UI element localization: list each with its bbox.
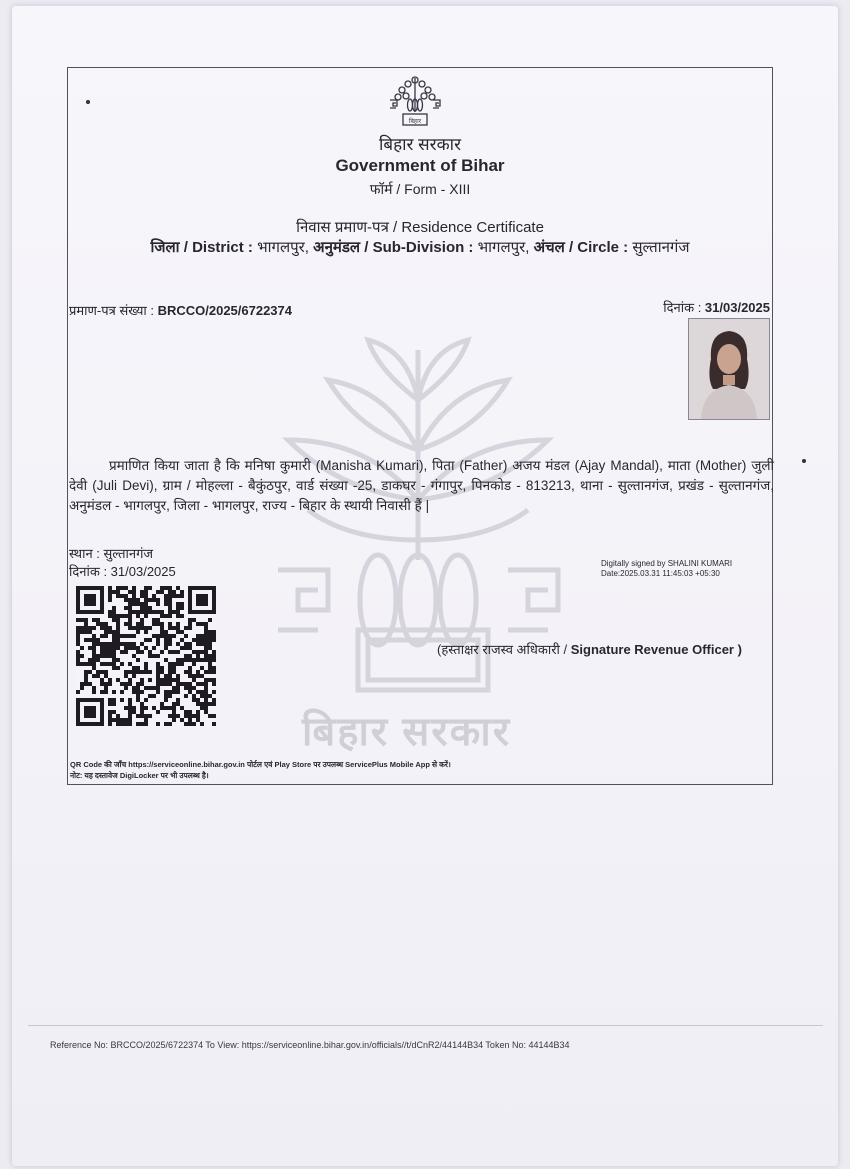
- district-line: [67, 237, 773, 257]
- circle-label: अंचल / Circle :: [533, 239, 633, 256]
- certificate-statement: प्रमाणित किया जाता है कि मनिषा कुमारी (Manisha Kumari), पिता (Father) अजय मंडल (Ajay Mandal), माता (Mother) जुली देवी (Juli Devi), ग्राम / मोहल्ला - बैकुंठपुर, वार्ड संख्या -25, डाकघर - गंगापुर, पिनकोड - 813213, थाना - सुल्तानगंज, प्रखंड - सुल्तानगंज, अनुमंडल - भागलपुर, जिला - भागलपुर, राज्य - बिहार के स्थायी निवासी हैं |: [69, 458, 774, 513]
- digital-signed-date: Date:2025.03.31 11:45:03 +05:30: [601, 569, 720, 578]
- issue-date-value: 31/03/2025: [704, 300, 770, 315]
- footnote-digilocker-line: नोट: यह दस्तावेज DigiLocker पर भी उपलब्ध है।: [70, 771, 209, 780]
- certificate-title: निवास प्रमाण-पत्र / Residence Certificate: [296, 219, 544, 236]
- place-and-date: [69, 545, 176, 581]
- subdivision-label: अनुमंडल / Sub-Division :: [313, 239, 478, 256]
- emblem-label: बिहार: [408, 118, 422, 125]
- watermark-text: बिहार सरकार: [302, 710, 512, 754]
- footnote: [70, 759, 451, 781]
- reference-line: Reference No: BRCCO/2025/6722374 To View: https://serviceonline.bihar.gov.in/officials//t/dCnR2/44144B34 Token No: 44144B34: [50, 1040, 570, 1050]
- speck: [802, 459, 806, 463]
- certificate-number: [69, 301, 292, 319]
- digital-signed-by: Digitally signed by SHALINI KUMARI: [601, 559, 733, 568]
- certificate-body: [69, 456, 774, 516]
- speck: [86, 100, 90, 104]
- signature-hindi: (हस्ताक्षर राजस्व अधिकारी /: [437, 642, 571, 657]
- footnote-qr-line: QR Code की जाँच https://serviceonline.bihar.gov.in पोर्टल एवं Play Store पर उपलब्ध ServicePlus Mobile App से करें।: [70, 760, 451, 769]
- certificate-number-label: प्रमाण-पत्र संख्या :: [69, 303, 158, 318]
- digital-signature-block: [601, 559, 732, 579]
- district-value: भागलपुर,: [257, 239, 314, 256]
- footer-divider: [28, 1025, 823, 1026]
- qr-code[interactable]: [76, 586, 216, 726]
- place-date-line: दिनांक : 31/03/2025: [69, 564, 176, 579]
- certificate-number-value: BRCCO/2025/6722374: [157, 303, 292, 318]
- place-line: स्थान : सुल्तानगंज: [69, 546, 154, 561]
- signature-english: Signature Revenue Officer ): [570, 642, 742, 657]
- applicant-photo: [688, 318, 770, 420]
- subdivision-value: भागलपुर,: [477, 239, 534, 256]
- issue-date-label: दिनांक :: [663, 300, 705, 315]
- district-label: जिला / District :: [150, 239, 258, 256]
- government-title: Government of Bihar: [335, 156, 505, 175]
- bihar-emblem-icon: [386, 72, 444, 130]
- circle-value: सुल्तानगंज: [632, 239, 690, 256]
- form-number: फॉर्म / Form - XIII: [369, 181, 471, 197]
- issue-date: [663, 298, 770, 316]
- signature-line: [437, 640, 742, 658]
- hindi-title: बिहार सरकार: [378, 135, 462, 154]
